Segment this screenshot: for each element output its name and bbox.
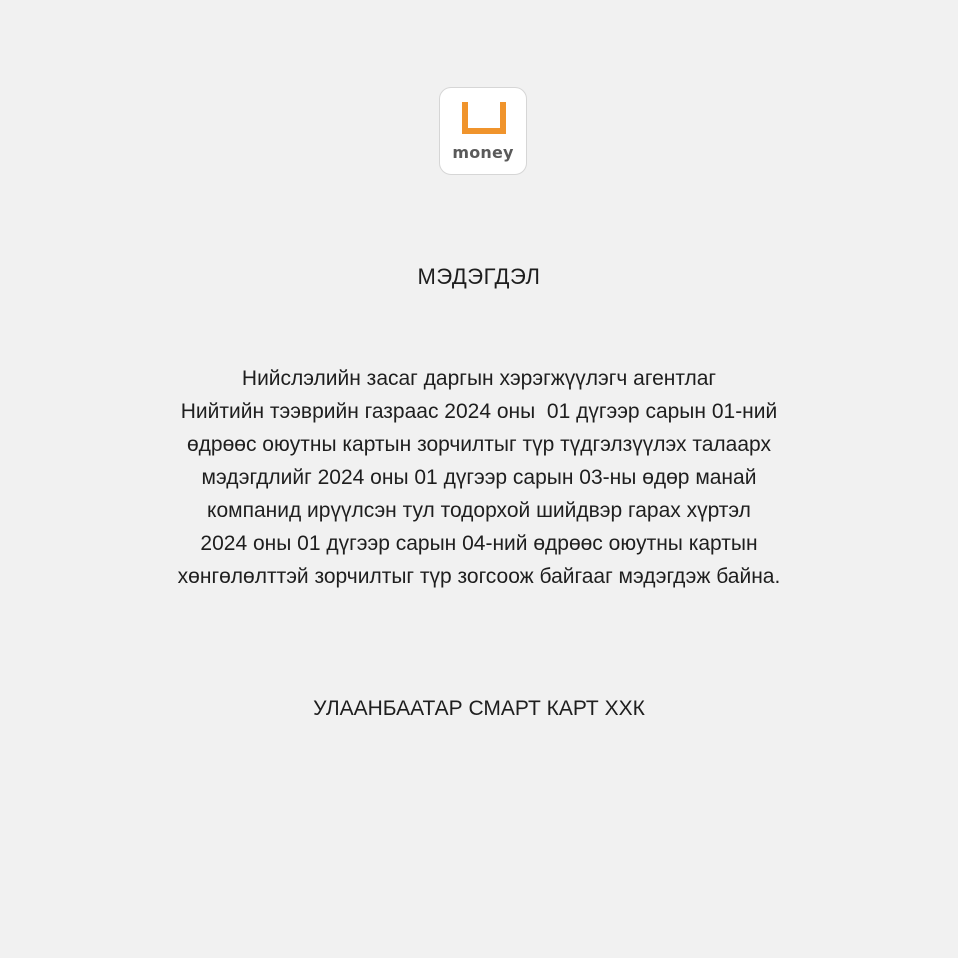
notice-body-line: Нийтийн тээврийн газраас 2024 оны 01 дүгээр сарын 01-ний	[180, 400, 778, 423]
notice-body-line: хөнгөлөлттэй зорчилтыг түр зогсоож байгааг мэдэгдэж байна.	[177, 565, 781, 588]
notice-title: МЭДЭГДЭЛ	[417, 264, 541, 289]
company-signature: УЛААНБААТАР СМАРТ КАРТ ХХК	[313, 697, 645, 720]
notice-body-line: мэдэгдлийг 2024 оны 01 дүгээр сарын 03-ны өдөр манай	[201, 466, 757, 489]
notice-body-line: Нийслэлийн засаг даргын хэрэгжүүлэгч агентлаг	[241, 367, 717, 390]
notice-body-line: өдрөөс оюутны картын зорчилтыг түр түдгэлзүүлэх талаарх	[187, 433, 771, 456]
notice-body-line: 2024 оны 01 дүгээр сарын 04-ний өдрөөс оюутны картын	[200, 532, 758, 555]
notice-body-line: компанид ирүүлсэн тул тодорхой шийдвэр гарах хүртэл	[207, 499, 751, 522]
notice-body	[60, 362, 898, 593]
u-logo-mark-icon	[462, 102, 506, 138]
logo-wordmark: money	[452, 143, 514, 162]
umoney-logo	[439, 87, 527, 175]
